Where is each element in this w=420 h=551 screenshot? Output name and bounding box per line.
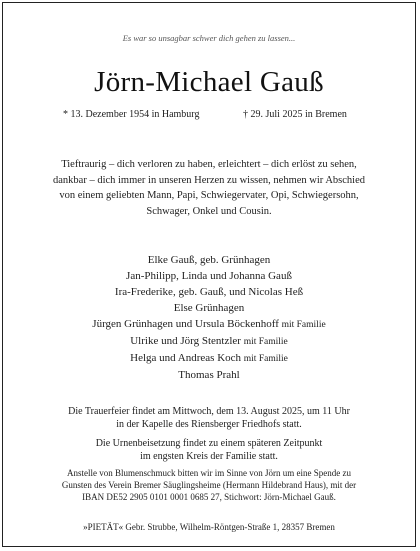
mourner-name: Ira-Frederike, geb. Gauß, und Nicolas Heß bbox=[114, 286, 304, 298]
birth-date: * 13. Dezember 1954 in Hamburg bbox=[63, 109, 200, 120]
mourner-name: Thomas Prahl bbox=[178, 369, 240, 381]
donation-line: Anstelle von Blumenschmuck bitten wir im Sinne von Jörn um eine Spende zu bbox=[67, 468, 351, 478]
intro-line: von einem geliebten Mann, Papi, Schwiegervater, Opi, Schwiegersohn, bbox=[59, 190, 359, 201]
donation-line: Gunsten des Verein Bremer Säuglingsheime (Hermann Hildebrand Haus), mit der bbox=[61, 480, 357, 490]
mourner-entry bbox=[3, 252, 415, 268]
mourner-name: Ulrike und Jörg Stentzler bbox=[130, 335, 241, 347]
mourner-entry bbox=[3, 268, 415, 284]
intro-line: Schwager, Onkel und Cousin. bbox=[146, 205, 272, 217]
ceremony-info bbox=[23, 405, 395, 469]
funeral-home-footer: »PIETÄT« Gebr. Strubbe, Wilhelm-Röntgen-Straße 1, 28357 Bremen bbox=[83, 522, 335, 532]
mourner-name: Jürgen Grünhagen und Ursula Böckenhoff bbox=[92, 318, 279, 330]
mourner-entry bbox=[3, 350, 415, 367]
donation-line: IBAN DE52 2905 0101 0001 0685 27, Stichwort: Jörn-Michael Gauß. bbox=[82, 492, 336, 502]
mourner-name: Jan-Philipp, Linda und Johanna Gauß bbox=[126, 270, 292, 282]
mourner-name: Elke Gauß, geb. Grünhagen bbox=[147, 254, 271, 266]
mourner-entry bbox=[3, 316, 415, 333]
urn-burial-text bbox=[23, 437, 395, 463]
intro-paragraph bbox=[17, 157, 401, 219]
mourners-list bbox=[3, 252, 415, 383]
mourner-name: Else Grünhagen bbox=[173, 302, 245, 314]
mourner-entry bbox=[3, 333, 415, 350]
mourner-suffix: mit Familie bbox=[243, 354, 288, 364]
mourner-entry bbox=[3, 284, 415, 300]
mourner-entry bbox=[3, 367, 415, 383]
ceremony-line: in der Kapelle des Riensberger Friedhofs statt. bbox=[116, 419, 302, 430]
mourner-name: Helga und Andreas Koch bbox=[130, 352, 242, 364]
mourner-suffix: mit Familie bbox=[281, 320, 326, 330]
ceremony-line: Die Trauerfeier findet am Mittwoch, dem 13. August 2025, um 11 Uhr bbox=[68, 406, 350, 417]
intro-line: Tieftraurig – dich verloren zu haben, erleichtert – dich erlöst zu sehen, bbox=[61, 159, 357, 170]
ceremony-line: Die Urnenbeisetzung findet zu einem späteren Zeitpunkt bbox=[95, 438, 323, 449]
mourner-entry bbox=[3, 300, 415, 316]
death-date: † 29. Juli 2025 in Bremen bbox=[243, 109, 347, 120]
donation-request bbox=[21, 467, 397, 503]
intro-line: dankbar – dich immer in unseren Herzen zu wissen, nehmen wir Abschied bbox=[53, 174, 365, 186]
deceased-name: Jörn-Michael Gauß bbox=[94, 66, 324, 98]
motto-text: Es war so unsagbar schwer dich gehen zu lassen... bbox=[122, 33, 296, 43]
funeral-service-text bbox=[23, 405, 395, 431]
mourner-suffix: mit Familie bbox=[243, 337, 288, 347]
ceremony-line: im engsten Kreis der Familie statt. bbox=[140, 451, 278, 462]
obituary-frame bbox=[2, 2, 416, 547]
